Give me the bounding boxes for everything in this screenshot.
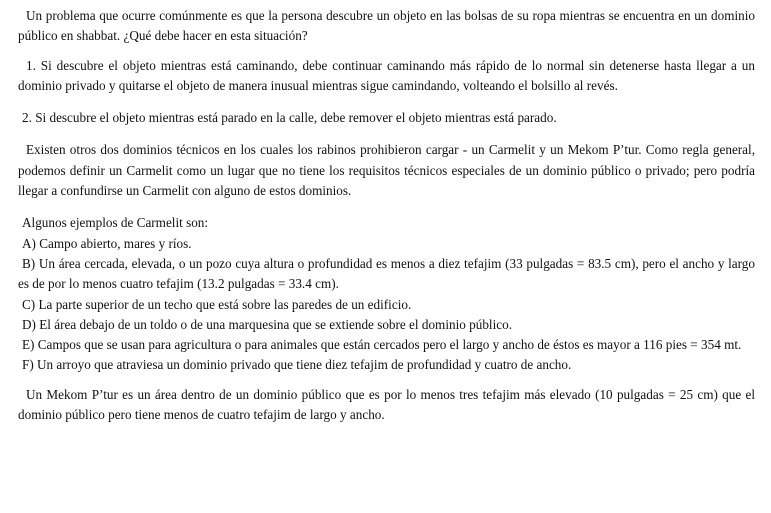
rule-1-paragraph: 1. Si descubre el objeto mientras está caminando, debe continuar caminando más rápido de lo normal sin detenerse hasta llegar a un dominio privado y quitarse el objeto de manera inusual mientras sigue camindando, volteando el bolsillo al revés. xyxy=(18,57,755,93)
domains-paragraph: Existen otros dos dominios técnicos en los cuales los rabinos prohibieron cargar - un Carmelit y un Mekom P’tur. Como regla general, podemos definir un Carmelit como un lugar que no tiene los requisitos técnicos especiales de un dominio público o privado; pero podría llegar a confundirse un Carmelit con alguno de estos dominios. xyxy=(18,142,755,199)
mekom-ptur-paragraph: Un Mekom P’tur es un área dentro de un dominio público que es por lo menos tres tefajim más elevado (10 pulgadas = 25 cm) que el dominio público pero tiene menos de cuatro tefajim de largo y ancho. xyxy=(18,386,755,423)
example-f: F) Un arroyo que atraviesa un dominio privado que tiene diez tefajim de profundidad y cuatro de ancho. xyxy=(22,357,572,373)
example-e: E) Campos que se usan para agricultura o para animales que están cercados pero el largo y ancho de éstos es mayor a 116 pies = 354 mt. xyxy=(22,337,742,353)
example-d: D) El área debajo de un toldo o de una marquesina que se extiende sobre el dominio público. xyxy=(22,316,512,332)
intro-paragraph: Un problema que ocurre comúnmente es que la persona descubre un objeto en las bolsas de su ropa mientras se encuentra en un dominio público en shabbat. ¿Qué debe hacer en esta situación? xyxy=(18,8,755,44)
example-b: B) Un área cercada, elevada, o un pozo cuya altura o profundidad es menos a diez tefajim (33 pulgadas = 83.5 cm), pero el ancho y largo es de por lo menos cuatro tefajim (13.2 pulgadas = 33.4 cm). xyxy=(18,255,755,292)
examples-title: Algunos ejemplos de Carmelit son: xyxy=(22,215,209,231)
example-c: C) La parte superior de un techo que está sobre las paredes de un edificio. xyxy=(22,296,412,312)
rule-2-paragraph: 2. Si descubre el objeto mientras está parado en la calle, debe remover el objeto mientras está parado. xyxy=(22,110,557,126)
example-a: A) Campo abierto, mares y ríos. xyxy=(22,235,192,251)
